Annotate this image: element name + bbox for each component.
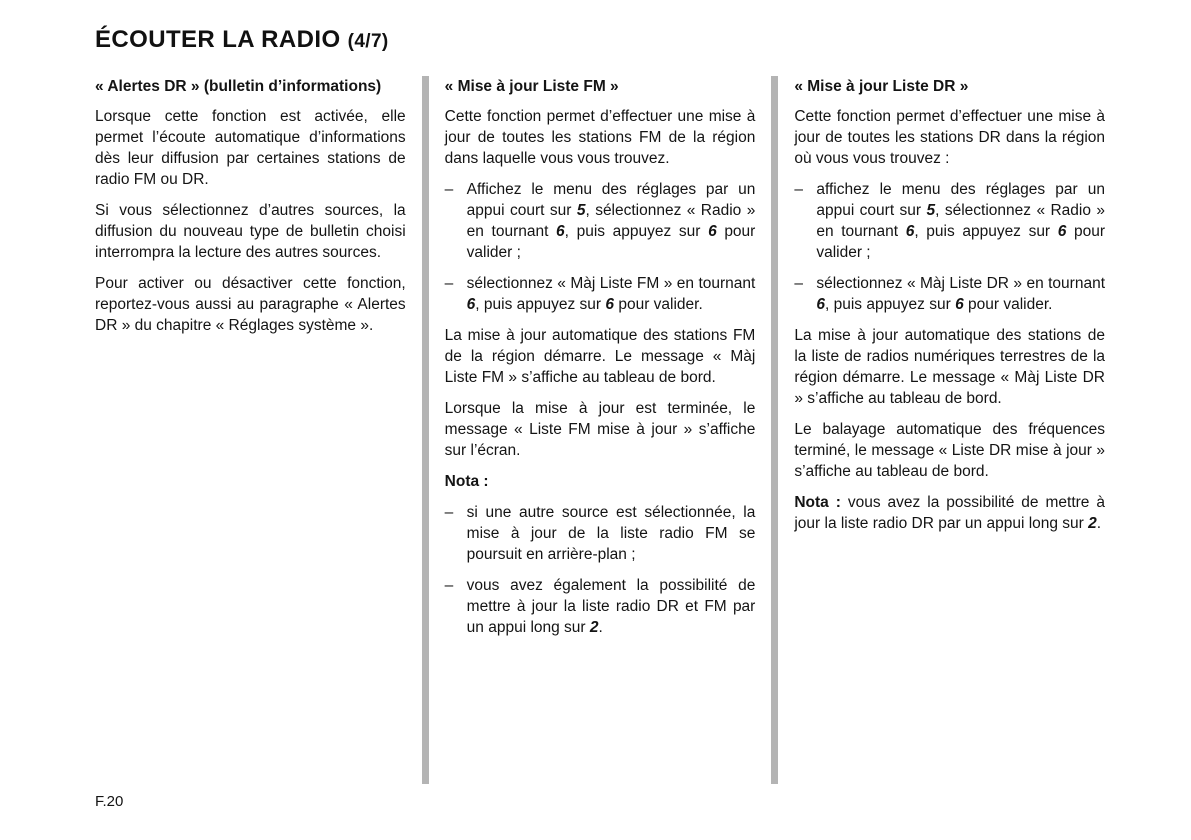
text-segment: Cette fonction permet d’effectuer une mise à jour de toutes les stations FM de la région dans laquelle vous vous trouvez. bbox=[444, 108, 756, 167]
text-segment: . bbox=[1096, 515, 1102, 532]
emphasized-text: 6 bbox=[905, 223, 915, 240]
list-item-text bbox=[816, 273, 1105, 315]
text-segment: Lorsque cette fonction est activée, elle permet l’écoute automatique d’informations dès leur diffusion par certaines stations de radio FM ou DR. bbox=[95, 108, 406, 188]
text-segment: pour valider ; bbox=[466, 223, 756, 261]
dash-icon: – bbox=[444, 275, 454, 292]
paragraph bbox=[794, 419, 1105, 482]
emphasized-text: 6 bbox=[605, 296, 615, 313]
text-segment: pour valider. bbox=[963, 296, 1053, 313]
text-segment: , puis appuyez sur bbox=[914, 223, 1058, 240]
text-segment: La mise à jour automatique des stations de la liste de radios numériques terrestres de la région démarre. Le message « Màj Liste DR » s’affiche au tableau de bord. bbox=[794, 327, 1106, 407]
page-title-text: ÉCOUTER LA RADIO bbox=[95, 26, 341, 53]
text-segment: Pour activer ou désactiver cette fonction, reportez-vous aussi au paragraphe « Alertes DR » du chapitre « Réglages système ». bbox=[95, 275, 406, 334]
emphasized-text: 5 bbox=[926, 202, 936, 219]
column-alertes-dr bbox=[95, 76, 406, 784]
list-item bbox=[794, 273, 1105, 315]
list-item bbox=[445, 179, 756, 263]
text-segment: Affichez le menu des réglages par un appui court sur bbox=[466, 181, 756, 219]
paragraph bbox=[445, 471, 756, 492]
text-segment: , sélectionnez « Radio » en tournant bbox=[466, 202, 756, 240]
list-item-text bbox=[467, 179, 756, 263]
column-heading: « Mise à jour Liste DR » bbox=[794, 78, 969, 95]
columns-container bbox=[95, 76, 1105, 784]
paragraph bbox=[445, 398, 756, 461]
paragraph bbox=[95, 200, 406, 263]
text-segment: vous avez également la possibilité de mettre à jour la liste radio DR et FM par un appui long sur bbox=[466, 577, 756, 636]
text-segment: , puis appuyez sur bbox=[475, 296, 606, 313]
emphasized-text: 6 bbox=[466, 296, 476, 313]
text-segment: , sélectionnez « Radio » en tournant bbox=[816, 202, 1106, 240]
dash-icon: – bbox=[794, 181, 803, 198]
emphasized-text: 5 bbox=[576, 202, 586, 219]
paragraph bbox=[95, 273, 406, 336]
list-item bbox=[445, 273, 756, 315]
emphasized-text: 2 bbox=[589, 619, 599, 636]
dash-icon: – bbox=[444, 181, 454, 198]
text-segment: sélectionnez « Màj Liste FM » en tournant bbox=[466, 275, 756, 292]
text-segment: pour valider. bbox=[614, 296, 703, 313]
list-item bbox=[445, 502, 756, 565]
column-heading: « Alertes DR » (bulletin d’informations) bbox=[95, 78, 382, 95]
column-divider bbox=[422, 76, 429, 784]
paragraph bbox=[445, 325, 756, 388]
text-segment: , puis appuyez sur bbox=[564, 223, 709, 240]
paragraph bbox=[95, 106, 406, 190]
emphasized-text: 6 bbox=[1057, 223, 1067, 240]
page-title-counter: (4/7) bbox=[347, 31, 389, 52]
text-segment: La mise à jour automatique des stations FM de la région démarre. Le message « Màj Liste FM » s’affiche au tableau de bord. bbox=[444, 327, 756, 386]
dash-icon: – bbox=[444, 504, 454, 521]
list-item bbox=[794, 179, 1105, 263]
emphasized-text: Nota : bbox=[444, 473, 489, 490]
column-maj-liste-dr bbox=[794, 76, 1105, 784]
list-item-text bbox=[816, 179, 1105, 263]
emphasized-text: 6 bbox=[708, 223, 717, 240]
page-number: F.20 bbox=[95, 793, 124, 810]
paragraph bbox=[794, 325, 1105, 409]
text-segment: Cette fonction permet d’effectuer une mise à jour de toutes les stations DR dans la région où vous vous trouvez : bbox=[794, 108, 1106, 167]
list-item-text bbox=[467, 502, 756, 565]
text-segment: Lorsque la mise à jour est terminée, le message « Liste FM mise à jour » s’affiche sur l’écran. bbox=[444, 400, 756, 459]
dash-icon: – bbox=[444, 577, 454, 594]
text-segment: pour valider ; bbox=[816, 223, 1106, 261]
text-segment: vous avez la possibilité de mettre à jour la liste radio DR par un appui long sur bbox=[794, 494, 1105, 532]
list-item bbox=[445, 575, 756, 638]
list-item-text bbox=[467, 575, 756, 638]
emphasized-text: 2 bbox=[1088, 515, 1097, 532]
list-item-text bbox=[467, 273, 756, 315]
emphasized-text: Nota : bbox=[794, 494, 841, 511]
text-segment: affichez le menu des réglages par un appui court sur bbox=[816, 181, 1106, 219]
column-heading: « Mise à jour Liste FM » bbox=[444, 78, 619, 95]
column-maj-liste-fm bbox=[445, 76, 756, 784]
text-segment: . bbox=[598, 619, 603, 636]
text-segment: sélectionnez « Màj Liste DR » en tournant bbox=[816, 275, 1106, 292]
text-segment: , puis appuyez sur bbox=[824, 296, 956, 313]
text-segment: si une autre source est sélectionnée, la mise à jour de la liste radio FM se poursuit en arrière-plan ; bbox=[466, 504, 756, 563]
paragraph bbox=[445, 106, 756, 169]
emphasized-text: 6 bbox=[556, 223, 565, 240]
text-segment: Si vous sélectionnez d’autres sources, la diffusion du nouveau type de bulletin choisi interrompra la lecture des autres sources. bbox=[95, 202, 406, 261]
text-segment: Le balayage automatique des fréquences terminé, le message « Liste DR mise à jour » s’affiche au tableau de bord. bbox=[794, 421, 1106, 480]
emphasized-text: 6 bbox=[955, 296, 964, 313]
page-title bbox=[95, 26, 1105, 54]
paragraph bbox=[794, 492, 1105, 534]
column-divider bbox=[771, 76, 778, 784]
emphasized-text: 6 bbox=[816, 296, 825, 313]
paragraph bbox=[794, 106, 1105, 169]
dash-icon: – bbox=[794, 275, 803, 292]
